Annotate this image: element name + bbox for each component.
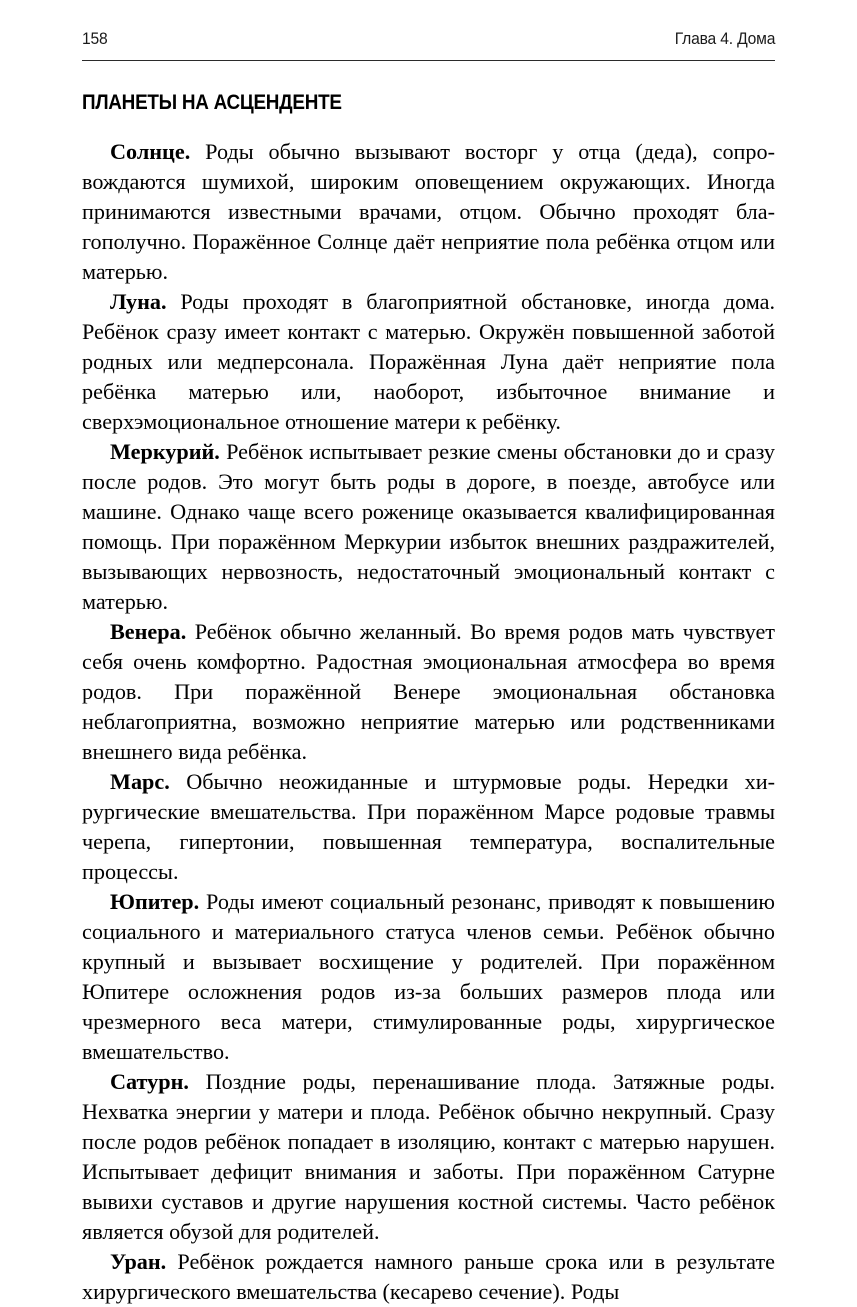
paragraph-body: Ребёнок рождается намного раньше срока или в результате хирургического вмешательства (кесарево сечение). Роды bbox=[82, 1249, 775, 1304]
paragraph-body: Поздние роды, перенашивание плода. Затяжные роды. Нехватка энергии у матери и плода. Ребёнок обычно некрупный. Сразу после родов ребёнок попадает в изоляцию, контакт с матерью нарушен. Испытывает дефицит внимания и заботы. При поражённом Сатурне вывихи суставов и другие нарушения костной системы. Часто ребёнок является обузой для родителей. bbox=[82, 1069, 775, 1244]
paragraph-body: Роды имеют социальный резонанс, приводят к повышению социального и материального статуса членов семьи. Ребёнок обычно крупный и вызывает восхищение у родителей. При поражённом Юпитере осложнения родов из-за больших размеров плода или чрезмерного веса матери, стимулированные роды, хирургическое вмешательство. bbox=[82, 889, 775, 1064]
paragraph-lead-in: Юпитер. bbox=[110, 889, 200, 914]
paragraph-body: Ребёнок обычно желанный. Во время родов мать чувствует себя очень комфортно. Радостная эмоциональная атмосфера во время родов. При поражённой Венере эмоциональная обстановка неблагоприятна, возможно неприятие матерью или родственниками внешнего вида ребёнка. bbox=[82, 619, 775, 764]
body-paragraph bbox=[82, 287, 775, 437]
page-number: 158 bbox=[82, 29, 108, 48]
paragraph-body: Ребёнок испытывает резкие смены обстановки до и сразу после родов. Это могут быть роды в дороге, в поезде, автобусе или машине. Однако чаще всего роженице оказывается квалифицированная помощь. При поражённом Меркурии избыток внешних раздражителей, вызывающих нервозность, недостаточный эмоциональный контакт с матерью. bbox=[82, 439, 775, 614]
paragraph-lead-in: Венера. bbox=[110, 619, 187, 644]
body-paragraph bbox=[82, 437, 775, 617]
running-header bbox=[82, 0, 775, 48]
chapter-title: Глава 4. Дома bbox=[674, 29, 775, 48]
body-paragraph bbox=[82, 137, 775, 287]
body-paragraph bbox=[82, 887, 775, 1067]
paragraph-lead-in: Луна. bbox=[110, 289, 167, 314]
paragraph-lead-in: Солнце. bbox=[110, 139, 191, 164]
paragraph-body: Роды проходят в благоприятной обстановке, иногда дома. Ребёнок сразу имеет контакт с матерью. Окружён повышенной заботой родных или медперсонала. Поражённая Луна даёт неприятие пола ребёнка матерью или, наоборот, избыточное внимание и сверхэмоциональное отношение матери к ребёнку. bbox=[82, 289, 775, 434]
body-text bbox=[82, 115, 775, 1307]
body-paragraph bbox=[82, 1247, 775, 1307]
paragraph-body: Обычно неожиданные и штурмовые роды. Нередки хирургические вмешательства. При поражённом Марсе родовые травмы черепа, гипертонии, повышенная температура, воспалительные процессы. bbox=[82, 769, 775, 884]
paragraph-lead-in: Меркурий. bbox=[110, 439, 220, 464]
paragraph-lead-in: Марс. bbox=[110, 769, 170, 794]
page-content bbox=[82, 0, 775, 1307]
body-paragraph bbox=[82, 1067, 775, 1247]
paragraph-body: Роды обычно вызывают восторг у отца (деда), сопровождаются шумихой, широким оповещением окружающих. Иногда принимаются известными врачами, отцом. Обычно проходят благополучно. Поражённое Солнце даёт неприятие пола ребёнка отцом или матерью. bbox=[82, 139, 775, 284]
section-heading: ПЛАНЕТЫ НА АСЦЕНДЕНТЕ bbox=[82, 91, 342, 114]
body-paragraph bbox=[82, 767, 775, 887]
paragraph-lead-in: Уран. bbox=[110, 1249, 167, 1274]
body-paragraph bbox=[82, 617, 775, 767]
paragraph-lead-in: Сатурн. bbox=[110, 1069, 189, 1094]
